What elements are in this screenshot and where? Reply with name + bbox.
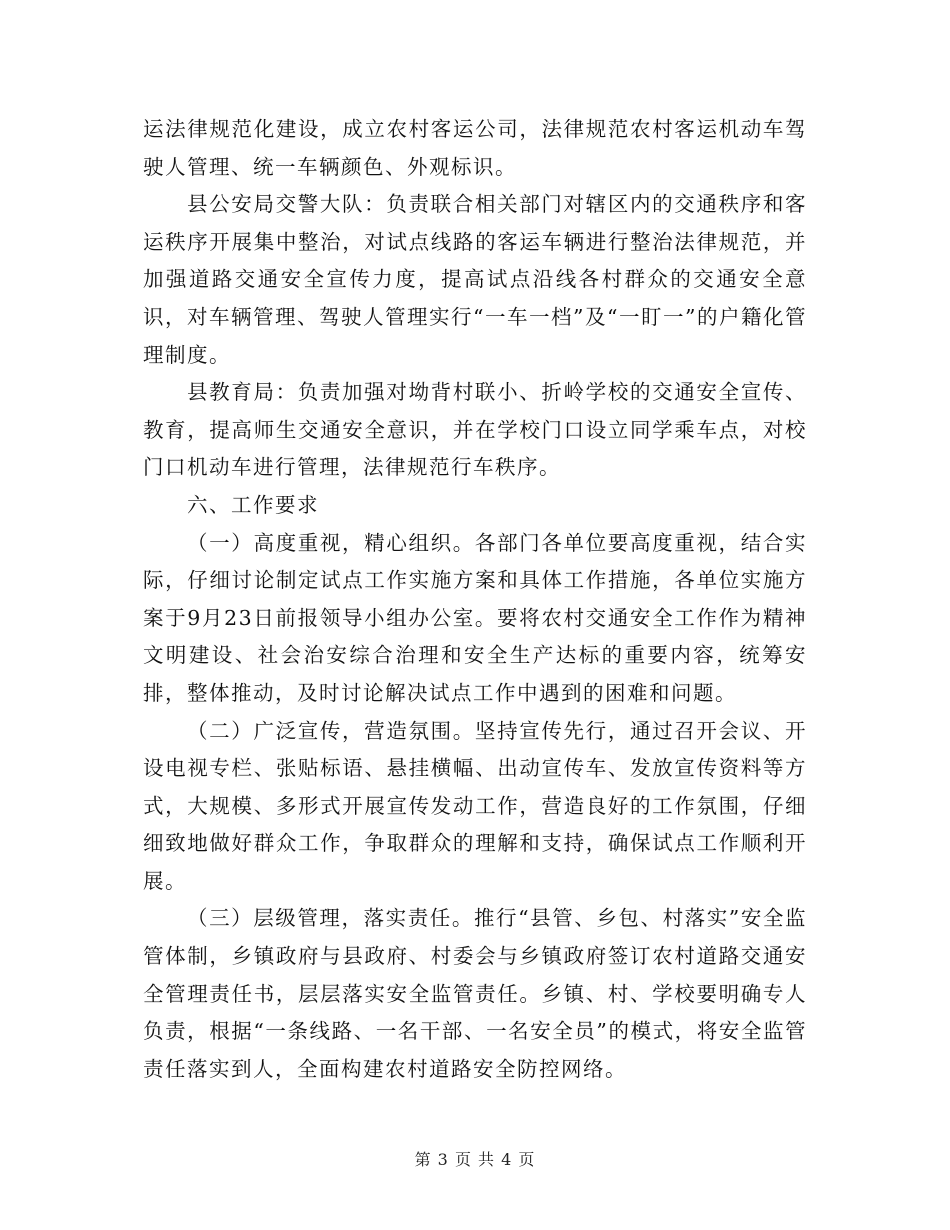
paragraph-continuation: 运法律规范化建设，成立农村客运公司，法律规范农村客运机动车驾驶人管理、统一车辆颜色、外观标识。 xyxy=(143,117,807,179)
paragraph-requirement-1: （一）高度重视，精心组织。各部门各单位要高度重视，结合实际，仔细讨论制定试点工作实施方案和具体工作措施，各单位实施方案于9月23日前报领导小组办公室。要将农村交通安全工作作为精神文明建设、社会治安综合治理和安全生产达标的重要内容，统筹安排，整体推动，及时讨论解决试点工作中遇到的困难和问题。 xyxy=(143,530,807,705)
footer-suffix: 页 xyxy=(518,1150,536,1169)
paragraph-education-bureau: 县教育局：负责加强对坳背村联小、折岭学校的交通安全宣传、教育，提高师生交通安全意识，并在学校门口设立同学乘车点，对校门口机动车进行管理，法律规范行车秩序。 xyxy=(143,380,807,480)
footer-middle: 页 共 xyxy=(454,1150,496,1169)
footer-total-pages: 4 xyxy=(501,1150,513,1169)
paragraph-requirement-2: （二）广泛宣传，营造氛围。坚持宣传先行，通过召开会议、开设电视专栏、张贴标语、悬挂横幅、出动宣传车、发放宣传资料等方式，大规模、多形式开展宣传发动工作，营造良好的工作氛围，仔细细致地做好群众工作，争取群众的理解和支持，确保试点工作顺利开展。 xyxy=(143,718,807,893)
page-footer xyxy=(0,1147,950,1170)
paragraph-traffic-police: 县公安局交警大队：负责联合相关部门对辖区内的交通秩序和客运秩序开展集中整治，对试点线路的客运车辆进行整治法律规范，并加强道路交通安全宣传力度，提高试点沿线各村群众的交通安全意识，对车辆管理、驾驶人管理实行“一车一档”及“一盯一”的户籍化管理制度。 xyxy=(143,192,807,367)
section-heading-work-requirements: 六、工作要求 xyxy=(187,492,319,517)
paragraph-requirement-3: （三）层级管理，落实责任。推行“县管、乡包、村落实”安全监管体制，乡镇政府与县政府、村委会与乡镇政府签订农村道路交通安全管理责任书，层层落实安全监管责任。乡镇、村、学校要明确专人负责，根据“一条线路、一名干部、一名安全员”的模式，将安全监管责任落实到人，全面构建农村道路安全防控网络。 xyxy=(143,906,807,1081)
document-body xyxy=(143,111,807,1088)
footer-prefix: 第 xyxy=(414,1150,432,1169)
footer-page-number: 3 xyxy=(437,1150,449,1169)
